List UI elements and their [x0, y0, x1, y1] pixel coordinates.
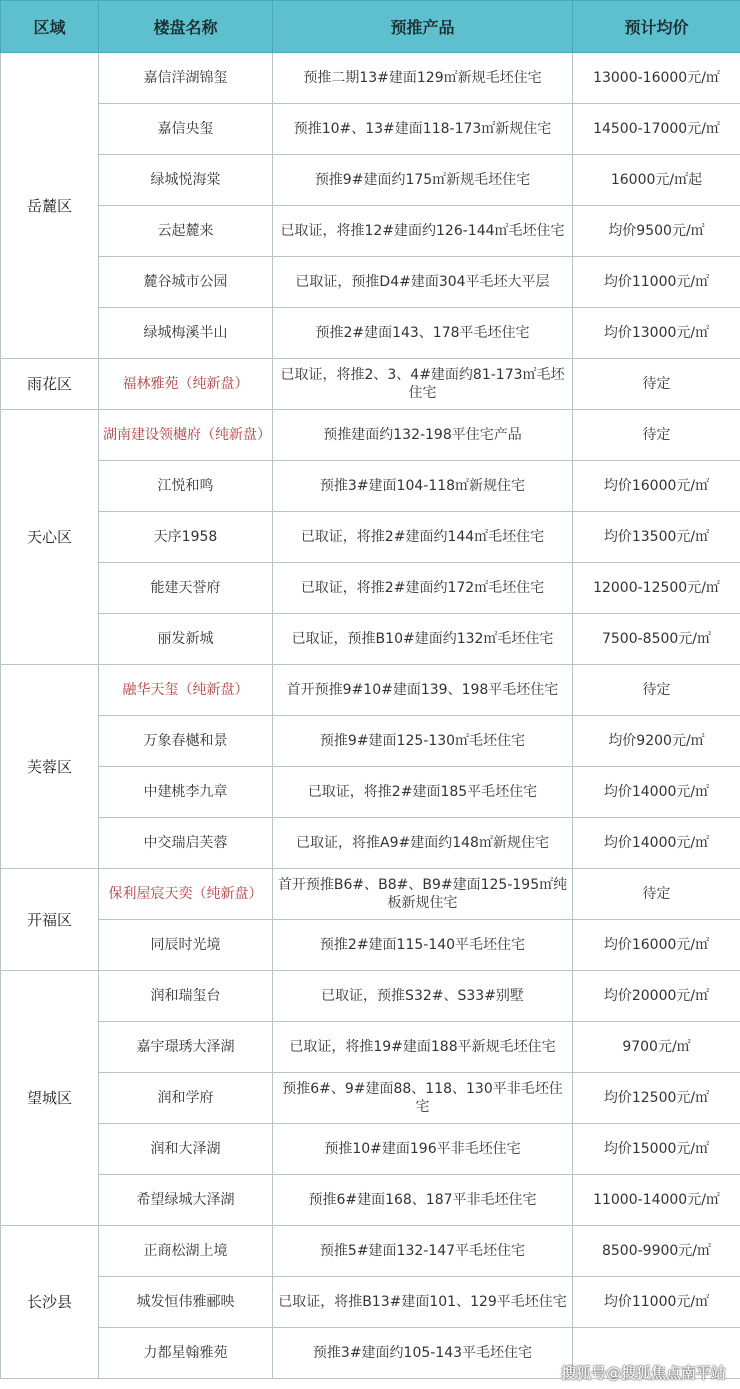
price-cell: 均价9200元/㎡: [573, 716, 740, 767]
project-name-cell: 万象春樾和景: [99, 716, 273, 767]
product-cell: 已取证，将推B13#建面101、129平毛坯住宅: [273, 1277, 573, 1328]
district-cell: 芙蓉区: [1, 665, 99, 869]
project-name-cell: 天序1958: [99, 512, 273, 563]
product-cell: 已取证，将推2#建面约172㎡毛坯住宅: [273, 563, 573, 614]
product-cell: 已取证，预推D4#建面304平毛坯大平层: [273, 257, 573, 308]
table-row: [1, 716, 740, 767]
product-cell: 已取证，将推2、3、4#建面约81-173㎡毛坯住宅: [273, 359, 573, 410]
product-cell: 预推2#建面115-140平毛坯住宅: [273, 920, 573, 971]
project-name-cell: 力都星翰雅苑: [99, 1328, 273, 1379]
header-product: 预推产品: [273, 1, 573, 53]
price-cell: 16000元/㎡起: [573, 155, 740, 206]
project-name-cell: 希望绿城大泽湖: [99, 1175, 273, 1226]
table-row: [1, 1175, 740, 1226]
table-row: [1, 1277, 740, 1328]
price-cell: 8500-9900元/㎡: [573, 1226, 740, 1277]
district-cell: 岳麓区: [1, 53, 99, 359]
district-cell: 望城区: [1, 971, 99, 1226]
table-row: [1, 461, 740, 512]
watermark: 搜狐号@搜狐焦点南平站: [560, 1364, 726, 1382]
product-cell: 已取证，将推19#建面188平新规毛坯住宅: [273, 1022, 573, 1073]
price-cell: 均价16000元/㎡: [573, 920, 740, 971]
project-name-cell: 嘉宇璟琇大泽湖: [99, 1022, 273, 1073]
project-name-cell: 能建天誉府: [99, 563, 273, 614]
product-cell: 预推10#建面196平非毛坯住宅: [273, 1124, 573, 1175]
table-row: [1, 308, 740, 359]
price-cell: 7500-8500元/㎡: [573, 614, 740, 665]
product-cell: 预推2#建面143、178平毛坯住宅: [273, 308, 573, 359]
product-cell: 预推10#、13#建面118-173㎡新规住宅: [273, 104, 573, 155]
district-cell: 天心区: [1, 410, 99, 665]
price-cell: 均价14000元/㎡: [573, 767, 740, 818]
product-cell: 已取证，将推2#建面185平毛坯住宅: [273, 767, 573, 818]
price-cell: 9700元/㎡: [573, 1022, 740, 1073]
project-name-cell: 融华天玺（纯新盘）: [99, 665, 273, 716]
district-cell: 长沙县: [1, 1226, 99, 1379]
price-cell: 均价13500元/㎡: [573, 512, 740, 563]
table-row: [1, 410, 740, 461]
product-cell: 预推5#建面132-147平毛坯住宅: [273, 1226, 573, 1277]
product-cell: 已取证，将推12#建面约126-144㎡毛坯住宅: [273, 206, 573, 257]
project-name-cell: 保利屋宸天奕（纯新盘）: [99, 869, 273, 920]
price-cell: 均价11000元/㎡: [573, 257, 740, 308]
district-cell: 雨花区: [1, 359, 99, 410]
price-cell: 13000-16000元/㎡: [573, 53, 740, 104]
table-row: [1, 53, 740, 104]
table-row: [1, 920, 740, 971]
project-name-cell: 润和瑞玺台: [99, 971, 273, 1022]
project-name-cell: 中建桃李九章: [99, 767, 273, 818]
table-row: [1, 104, 740, 155]
price-cell: 待定: [573, 359, 740, 410]
product-cell: 首开预推9#10#建面139、198平毛坯住宅: [273, 665, 573, 716]
project-name-cell: 润和大泽湖: [99, 1124, 273, 1175]
product-cell: 预推6#、9#建面88、118、130平非毛坯住宅: [273, 1073, 573, 1124]
header-row: [1, 1, 740, 53]
project-name-cell: 绿城悦海棠: [99, 155, 273, 206]
project-name-cell: 正商松湖上境: [99, 1226, 273, 1277]
price-cell: 待定: [573, 665, 740, 716]
table-row: [1, 512, 740, 563]
product-cell: 已取证，将推2#建面约144㎡毛坯住宅: [273, 512, 573, 563]
product-cell: 预推3#建面约105-143平毛坯住宅: [273, 1328, 573, 1379]
price-cell: 均价13000元/㎡: [573, 308, 740, 359]
price-cell: 均价11000元/㎡: [573, 1277, 740, 1328]
project-name-cell: 麓谷城市公园: [99, 257, 273, 308]
table-row: [1, 563, 740, 614]
table-row: [1, 614, 740, 665]
product-cell: 已取证，预推S32#、S33#别墅: [273, 971, 573, 1022]
table-row: [1, 767, 740, 818]
table-row: [1, 359, 740, 410]
price-cell: 14500-17000元/㎡: [573, 104, 740, 155]
project-name-cell: 同辰时光境: [99, 920, 273, 971]
project-name-cell: 嘉信洋湖锦玺: [99, 53, 273, 104]
project-name-cell: 江悦和鸣: [99, 461, 273, 512]
price-cell: 待定: [573, 869, 740, 920]
price-cell: 均价16000元/㎡: [573, 461, 740, 512]
table-row: [1, 665, 740, 716]
table-row: [1, 257, 740, 308]
product-cell: 首开预推B6#、B8#、B9#建面125-195㎡纯板新规住宅: [273, 869, 573, 920]
table-row: [1, 869, 740, 920]
table-row: [1, 155, 740, 206]
price-cell: 均价9500元/㎡: [573, 206, 740, 257]
project-name-cell: 润和学府: [99, 1073, 273, 1124]
project-name-cell: 城发恒伟雅郦映: [99, 1277, 273, 1328]
header-price: 预计均价: [573, 1, 740, 53]
table-body: [1, 53, 740, 1379]
product-cell: 预推9#建面125-130㎡毛坯住宅: [273, 716, 573, 767]
table-row: [1, 1226, 740, 1277]
product-cell: 已取证，将推A9#建面约148㎡新规住宅: [273, 818, 573, 869]
table-row: [1, 971, 740, 1022]
table-row: [1, 1022, 740, 1073]
header-district: 区域: [1, 1, 99, 53]
product-cell: 预推二期13#建面129㎡新规毛坯住宅: [273, 53, 573, 104]
project-name-cell: 嘉信央玺: [99, 104, 273, 155]
product-cell: 预推6#建面168、187平非毛坯住宅: [273, 1175, 573, 1226]
product-cell: 已取证，预推B10#建面约132㎡毛坯住宅: [273, 614, 573, 665]
product-cell: 预推3#建面104-118㎡新规住宅: [273, 461, 573, 512]
table-row: [1, 818, 740, 869]
district-cell: 开福区: [1, 869, 99, 971]
project-name-cell: 绿城梅溪半山: [99, 308, 273, 359]
price-cell: 11000-14000元/㎡: [573, 1175, 740, 1226]
table-row: [1, 206, 740, 257]
product-cell: 预推建面约132-198平住宅产品: [273, 410, 573, 461]
price-cell: 12000-12500元/㎡: [573, 563, 740, 614]
header-project-name: 楼盘名称: [99, 1, 273, 53]
project-name-cell: 福林雅苑（纯新盘）: [99, 359, 273, 410]
product-cell: 预推9#建面约175㎡新规毛坯住宅: [273, 155, 573, 206]
price-cell: 均价15000元/㎡: [573, 1124, 740, 1175]
price-cell: 均价14000元/㎡: [573, 818, 740, 869]
table-row: [1, 1124, 740, 1175]
project-name-cell: 中交瑞启芙蓉: [99, 818, 273, 869]
project-name-cell: 云起麓来: [99, 206, 273, 257]
project-name-cell: 丽发新城: [99, 614, 273, 665]
price-cell: 均价12500元/㎡: [573, 1073, 740, 1124]
project-name-cell: 湖南建设领樾府（纯新盘）: [99, 410, 273, 461]
price-cell: 待定: [573, 410, 740, 461]
table-row: [1, 1073, 740, 1124]
price-cell: 均价20000元/㎡: [573, 971, 740, 1022]
